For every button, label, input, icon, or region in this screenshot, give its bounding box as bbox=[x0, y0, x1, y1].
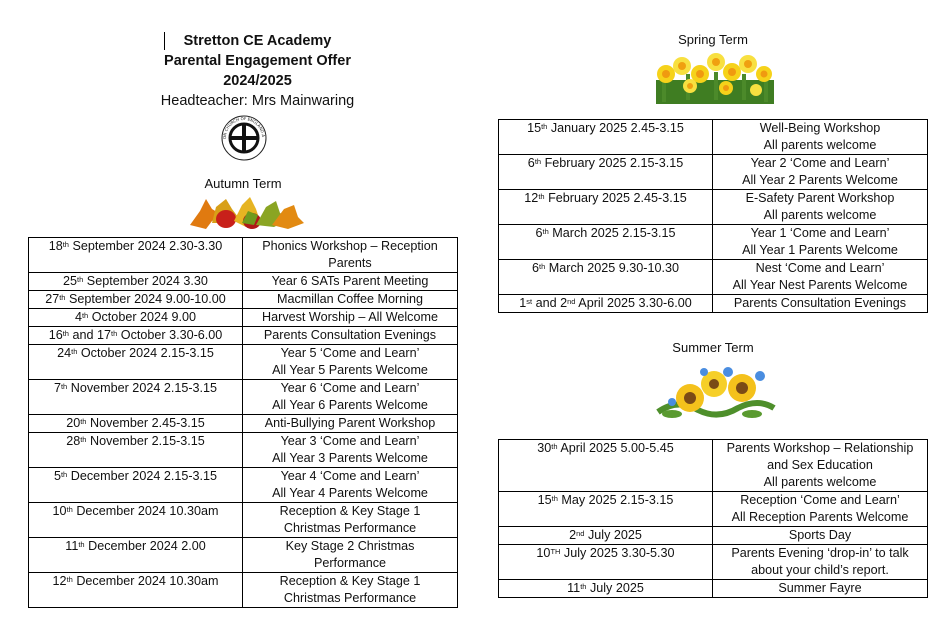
event-date: 15th January 2025 2.45-3.15 bbox=[499, 120, 713, 155]
event-description: Year 6 ‘Come and Learn’ All Year 6 Parents Welcome bbox=[243, 380, 458, 415]
document-title: Parental Engagement Offer bbox=[164, 53, 351, 69]
event-date: 15th May 2025 2.15-3.15 bbox=[499, 492, 713, 527]
event-description: Parents Evening ‘drop-in’ to talk about your child’s report. bbox=[713, 545, 928, 580]
table-row bbox=[29, 327, 458, 345]
event-description: Harvest Worship – All Welcome bbox=[243, 309, 458, 327]
event-description: Year 4 ‘Come and Learn’ All Year 4 Parents Welcome bbox=[243, 468, 458, 503]
event-description: Reception & Key Stage 1 Christmas Performance bbox=[243, 573, 458, 608]
event-description: Reception & Key Stage 1 Christmas Performance bbox=[243, 503, 458, 538]
event-date: 4th October 2024 9.00 bbox=[29, 309, 243, 327]
event-description: E-Safety Parent Workshop All parents welcome bbox=[713, 190, 928, 225]
school-crest-icon bbox=[220, 114, 268, 167]
event-date: 6th March 2025 2.15-3.15 bbox=[499, 225, 713, 260]
event-date: 7th November 2024 2.15-3.15 bbox=[29, 380, 243, 415]
school-name: Stretton CE Academy bbox=[183, 33, 332, 49]
table-row bbox=[499, 155, 928, 190]
event-date: 11th December 2024 2.00 bbox=[29, 538, 243, 573]
event-date: 5th December 2024 2.15-3.15 bbox=[29, 468, 243, 503]
event-description: Anti-Bullying Parent Workshop bbox=[243, 415, 458, 433]
event-description: Year 2 ‘Come and Learn’ All Year 2 Parents Welcome bbox=[713, 155, 928, 190]
table-row bbox=[499, 190, 928, 225]
event-description: Sports Day bbox=[713, 527, 928, 545]
event-date: 11th July 2025 bbox=[499, 580, 713, 598]
event-date: 24th October 2024 2.15-3.15 bbox=[29, 345, 243, 380]
event-date: 2nd July 2025 bbox=[499, 527, 713, 545]
event-date: 10TH July 2025 3.30-5.30 bbox=[499, 545, 713, 580]
text-cursor bbox=[164, 32, 165, 50]
event-description: Parents Consultation Evenings bbox=[243, 327, 458, 345]
summer-term-title: Summer Term bbox=[672, 340, 754, 355]
table-row bbox=[29, 538, 458, 573]
event-date: 16th and 17th October 3.30-6.00 bbox=[29, 327, 243, 345]
academic-year: 2024/2025 bbox=[223, 73, 292, 89]
event-description: Year 3 ‘Come and Learn’ All Year 3 Parents Welcome bbox=[243, 433, 458, 468]
spring-rows bbox=[499, 120, 928, 313]
event-date: 10th December 2024 10.30am bbox=[29, 503, 243, 538]
table-row bbox=[29, 273, 458, 291]
event-description: Parents Consultation Evenings bbox=[713, 295, 928, 313]
event-date: 20th November 2.45-3.15 bbox=[29, 415, 243, 433]
table-row bbox=[499, 492, 928, 527]
table-row bbox=[499, 527, 928, 545]
autumn-term-title: Autumn Term bbox=[204, 176, 282, 191]
event-date: 6th March 2025 9.30-10.30 bbox=[499, 260, 713, 295]
table-row bbox=[499, 120, 928, 155]
event-date: 1st and 2nd April 2025 3.30-6.00 bbox=[499, 295, 713, 313]
table-row bbox=[499, 295, 928, 313]
crest-text: ON CHURCH OF ENGLAND A bbox=[221, 115, 267, 140]
event-date: 6th February 2025 2.15-3.15 bbox=[499, 155, 713, 190]
document-header bbox=[100, 31, 415, 111]
table-row bbox=[29, 309, 458, 327]
event-description: Key Stage 2 Christmas Performance bbox=[243, 538, 458, 573]
event-description: Reception ‘Come and Learn’ All Reception Parents Welcome bbox=[713, 492, 928, 527]
table-row bbox=[29, 433, 458, 468]
table-row bbox=[29, 468, 458, 503]
event-description: Year 1 ‘Come and Learn’ All Year 1 Parents Welcome bbox=[713, 225, 928, 260]
spring-term-title: Spring Term bbox=[678, 32, 748, 47]
event-date: 30th April 2025 5.00-5.45 bbox=[499, 440, 713, 492]
table-row bbox=[29, 415, 458, 433]
table-row bbox=[499, 260, 928, 295]
table-row bbox=[29, 291, 458, 309]
event-description: Phonics Workshop – Reception Parents bbox=[243, 238, 458, 273]
sunflowers-icon bbox=[648, 364, 780, 431]
event-date: 18th September 2024 2.30-3.30 bbox=[29, 238, 243, 273]
table-row bbox=[499, 545, 928, 580]
event-date: 12th December 2024 10.30am bbox=[29, 573, 243, 608]
event-description: Year 5 ‘Come and Learn’ All Year 5 Parents Welcome bbox=[243, 345, 458, 380]
table-row bbox=[499, 580, 928, 598]
table-row bbox=[29, 238, 458, 273]
event-description: Well-Being Workshop All parents welcome bbox=[713, 120, 928, 155]
headteacher: Headteacher: Mrs Mainwaring bbox=[160, 93, 355, 109]
table-row bbox=[29, 503, 458, 538]
event-description: Macmillan Coffee Morning bbox=[243, 291, 458, 309]
table-row bbox=[29, 380, 458, 415]
daffodils-icon bbox=[656, 52, 774, 109]
summer-term-table bbox=[498, 439, 928, 598]
event-date: 12th February 2025 2.45-3.15 bbox=[499, 190, 713, 225]
spring-term-table bbox=[498, 119, 928, 313]
event-description: Parents Workshop – Relationship and Sex Education All parents welcome bbox=[713, 440, 928, 492]
summer-rows bbox=[499, 440, 928, 598]
autumn-rows bbox=[29, 238, 458, 608]
event-description: Nest ‘Come and Learn’ All Year Nest Parents Welcome bbox=[713, 260, 928, 295]
table-row bbox=[499, 225, 928, 260]
autumn-term-table bbox=[28, 237, 458, 608]
table-row bbox=[29, 573, 458, 608]
event-date: 28th November 2.15-3.15 bbox=[29, 433, 243, 468]
event-description: Year 6 SATs Parent Meeting bbox=[243, 273, 458, 291]
event-description: Summer Fayre bbox=[713, 580, 928, 598]
event-date: 27th September 2024 9.00-10.00 bbox=[29, 291, 243, 309]
table-row bbox=[29, 345, 458, 380]
autumn-leaves-icon bbox=[186, 193, 306, 238]
table-row bbox=[499, 440, 928, 492]
event-date: 25th September 2024 3.30 bbox=[29, 273, 243, 291]
